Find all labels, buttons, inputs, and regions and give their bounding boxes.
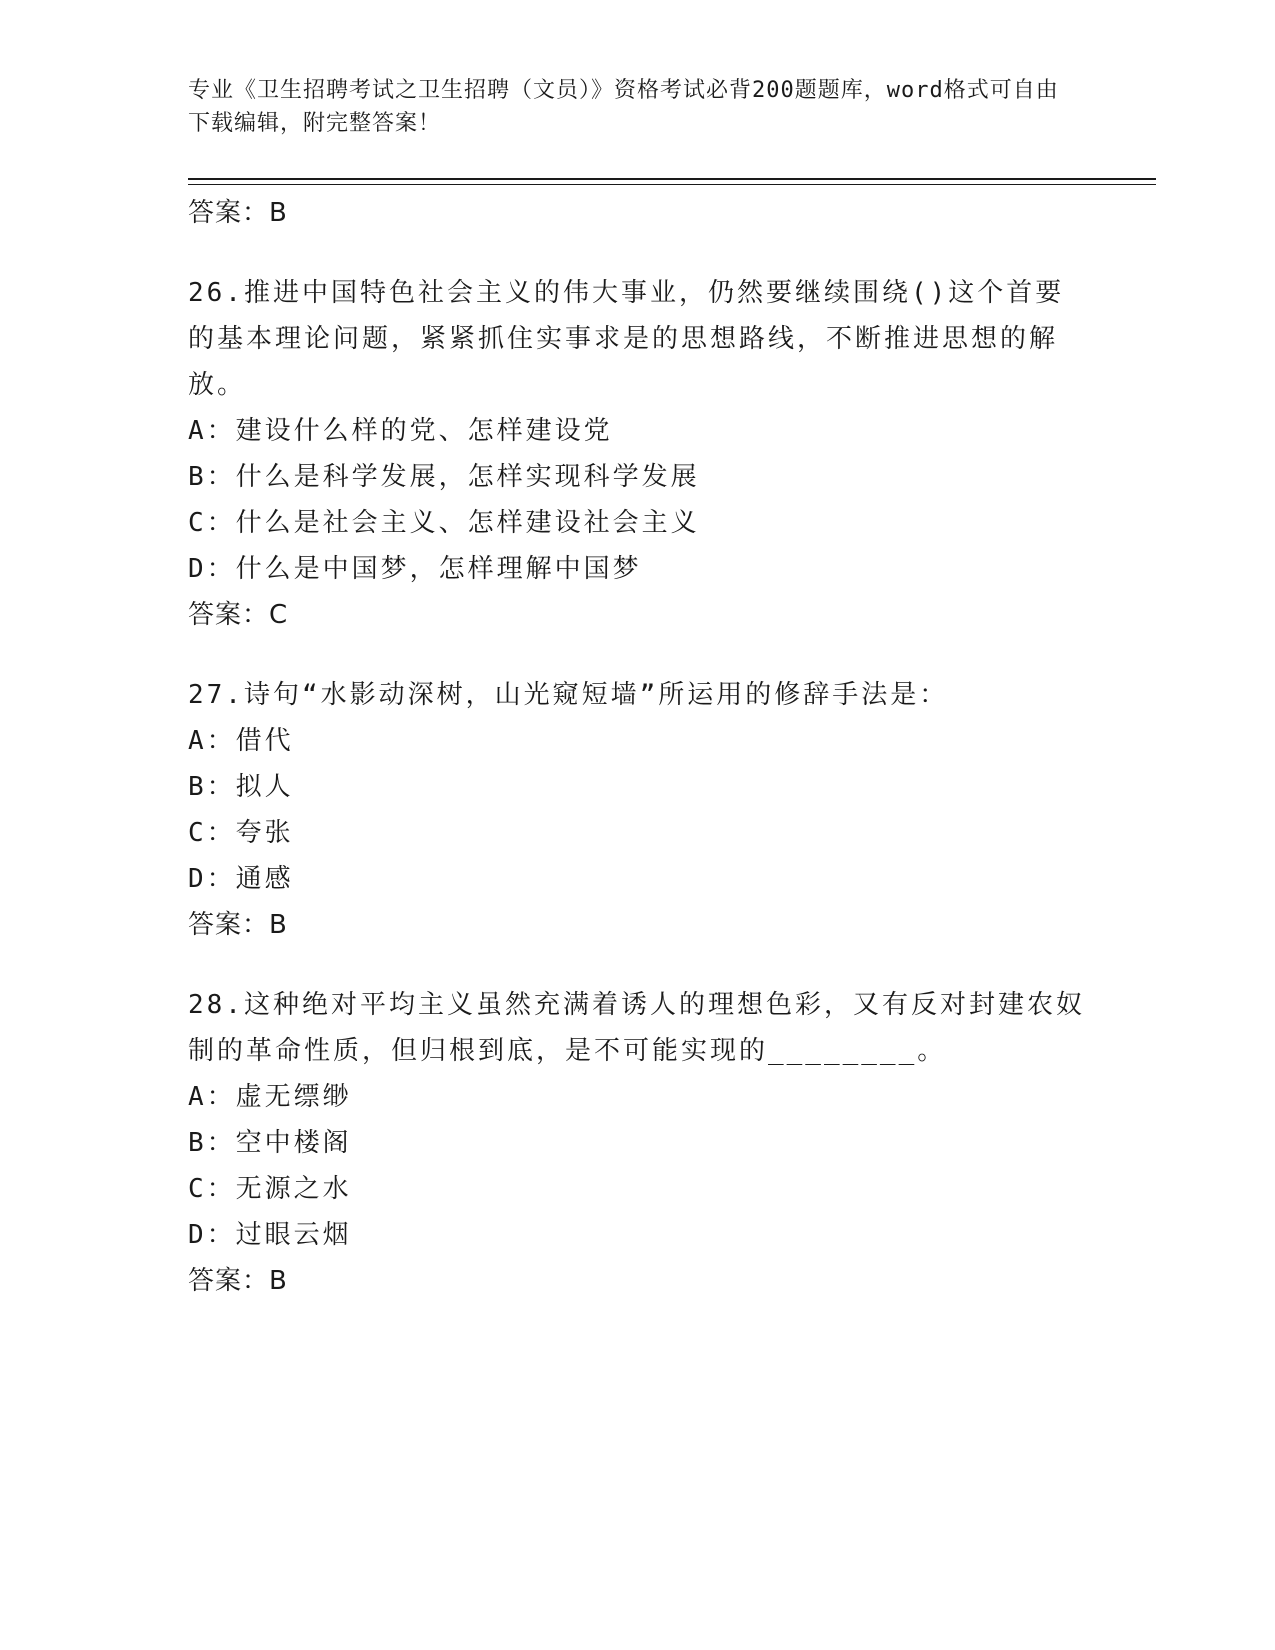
document-body [188, 190, 1088, 1304]
question-27 [188, 672, 1088, 948]
answer-line: 答案：B [188, 910, 288, 940]
header-divider-thick [188, 178, 1156, 180]
question-26 [188, 270, 1088, 638]
option-a: A：虚无缥缈 [188, 1082, 352, 1112]
option-c: C：什么是社会主义、怎样建设社会主义 [188, 508, 700, 538]
question-stem: 26.推进中国特色社会主义的伟大事业，仍然要继续围绕()这个首要的基本理论问题，紧紧抓住实事求是的思想路线，不断推进思想的解放。 [188, 278, 1065, 400]
option-a: A：建设什么样的党、怎样建设党 [188, 416, 613, 446]
option-d: D：通感 [188, 864, 294, 894]
option-a: A：借代 [188, 726, 294, 756]
option-b: B：什么是科学发展，怎样实现科学发展 [188, 462, 700, 492]
answer-line: 答案：B [188, 1266, 288, 1296]
question-stem: 27.诗句“水影动深树，山光窥短墙”所运用的修辞手法是： [188, 680, 949, 710]
option-b: B：空中楼阁 [188, 1128, 352, 1158]
option-c: C：无源之水 [188, 1174, 352, 1204]
answer-line: 答案：C [188, 600, 289, 630]
option-d: D：过眼云烟 [188, 1220, 352, 1250]
answer-line: 答案：B [188, 198, 288, 228]
question-stem: 28.这种绝对平均主义虽然充满着诱人的理想色彩，又有反对封建农奴制的革命性质，但归根到底，是不可能实现的________。 [188, 990, 1085, 1066]
option-b: B：拟人 [188, 772, 294, 802]
option-d: D：什么是中国梦，怎样理解中国梦 [188, 554, 642, 584]
option-c: C：夸张 [188, 818, 294, 848]
document-header: 专业《卫生招聘考试之卫生招聘（文员）》资格考试必背200题题库，word格式可自由下载编辑，附完整答案！ [188, 78, 1059, 136]
question-28 [188, 982, 1088, 1304]
header-divider-thin [188, 184, 1156, 185]
